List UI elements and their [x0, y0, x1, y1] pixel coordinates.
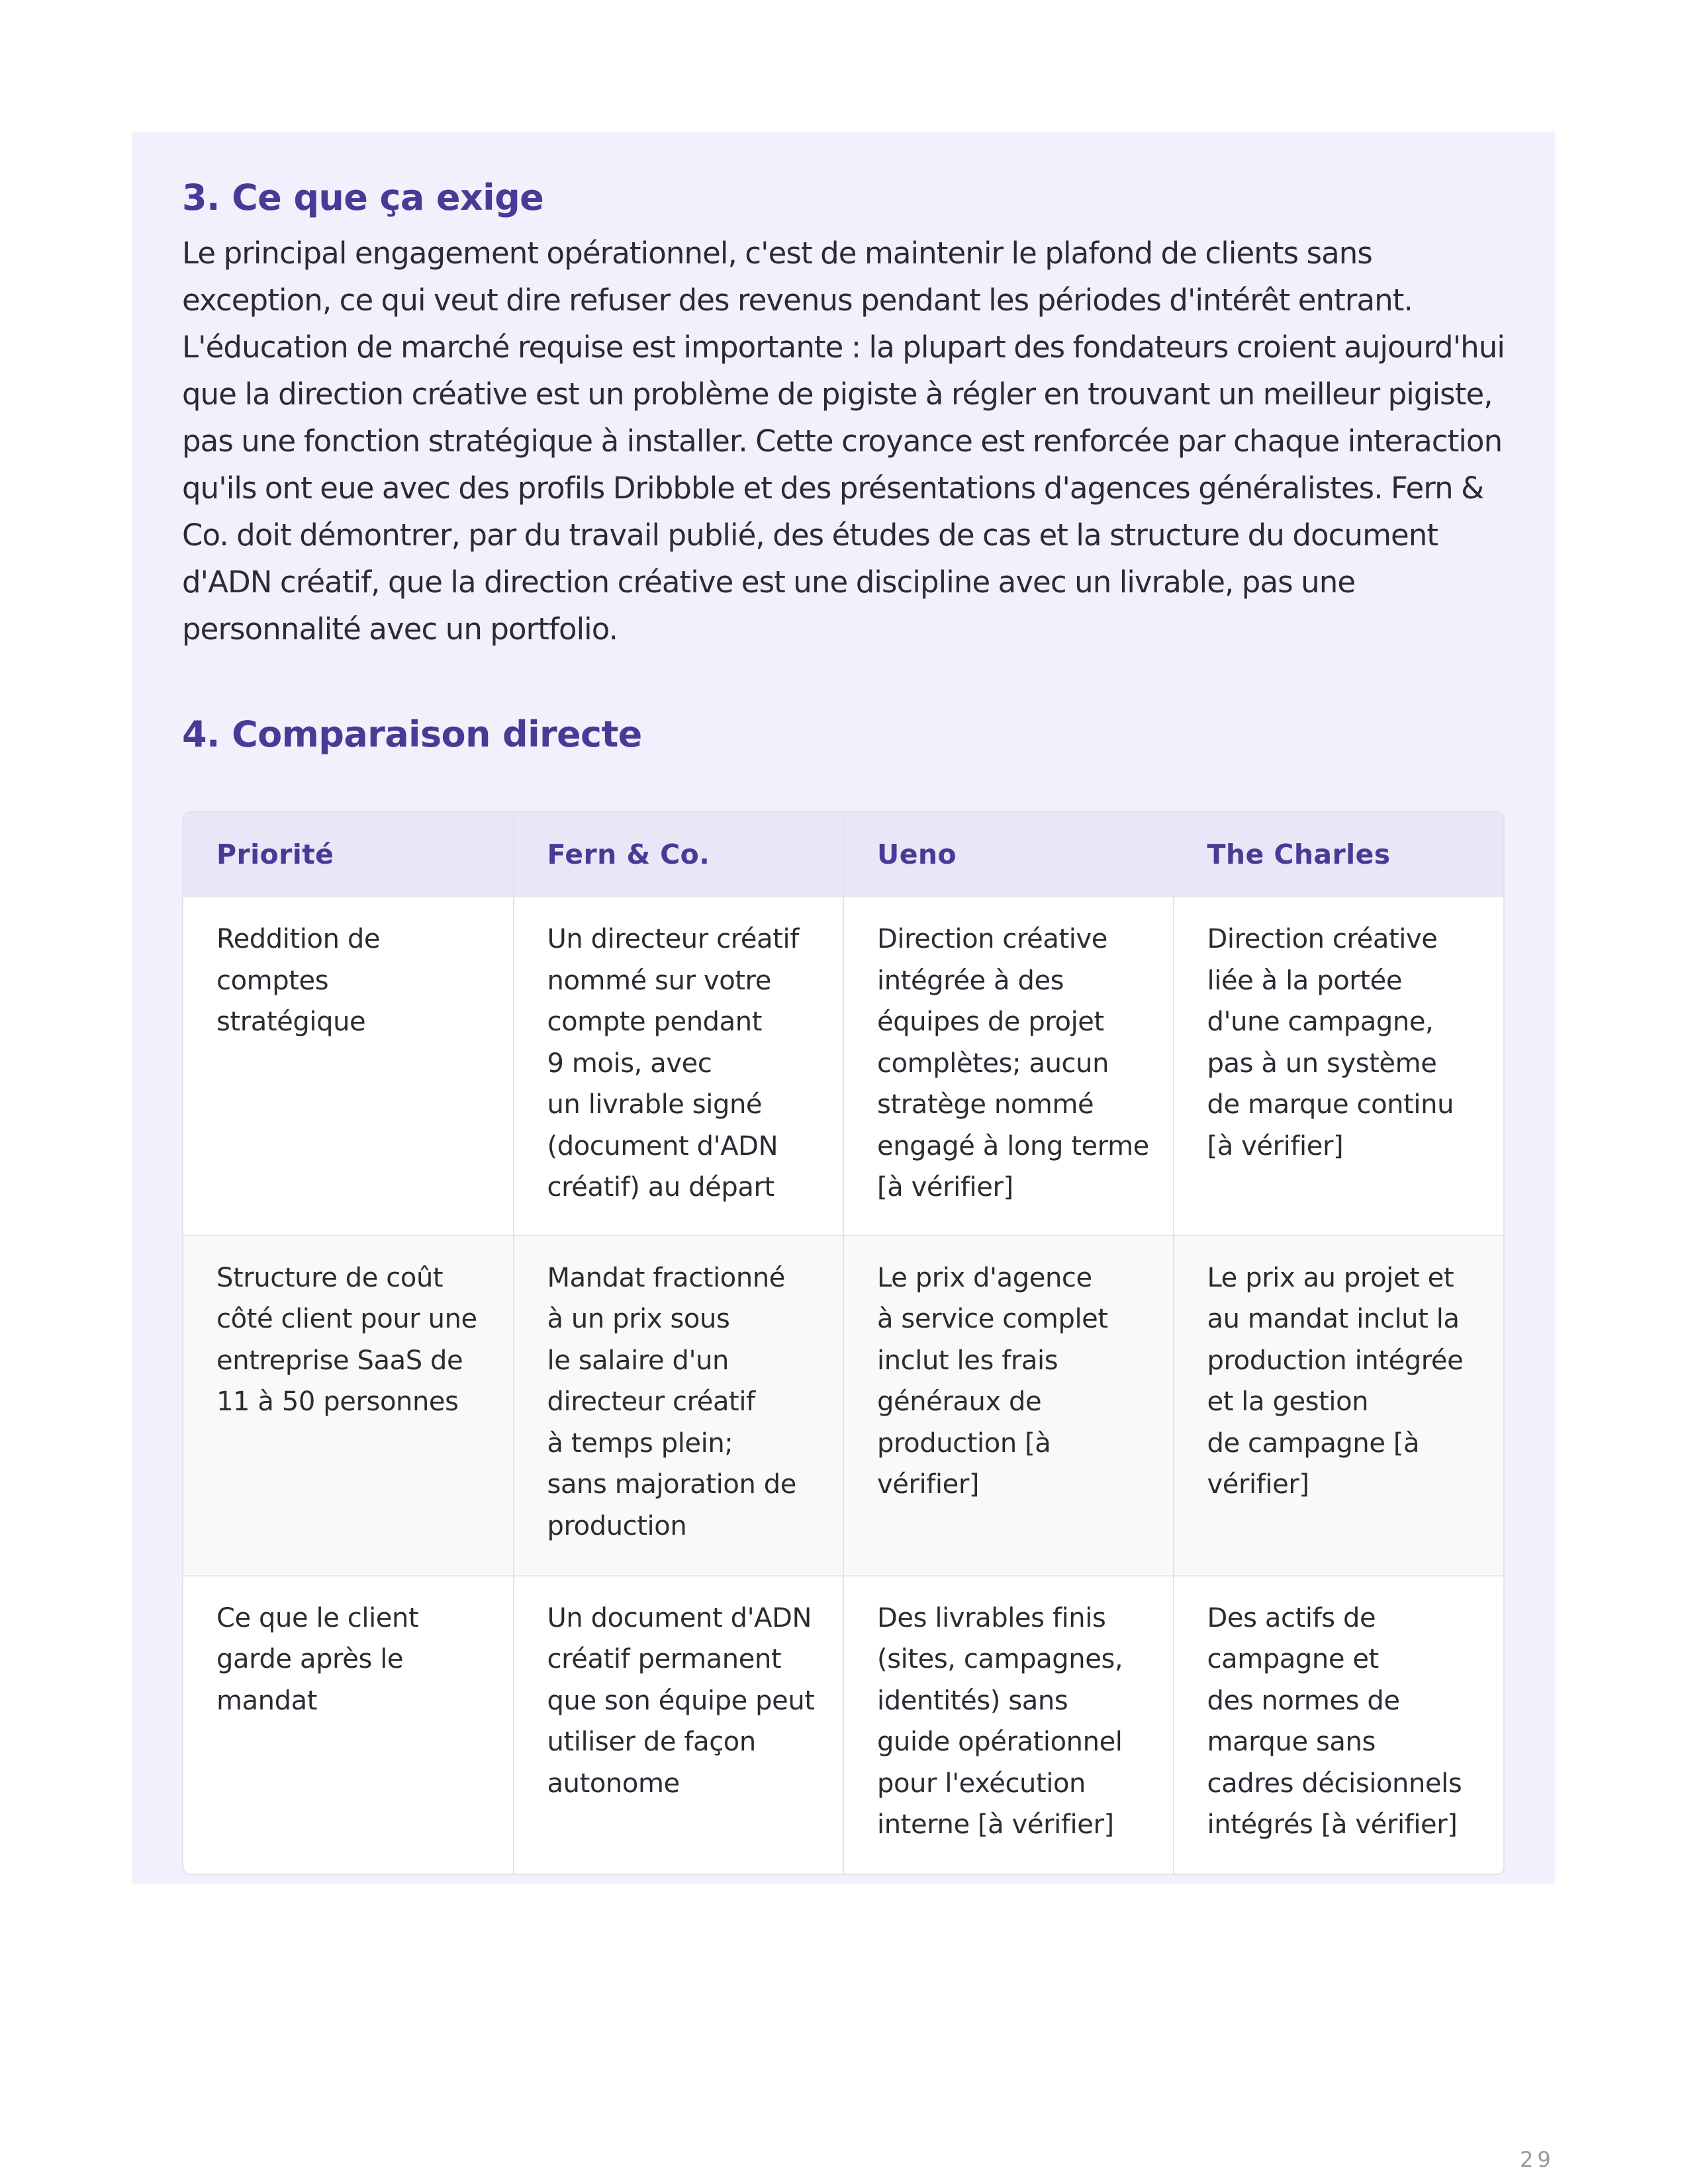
table-header-row	[183, 813, 1503, 897]
column-header-priorite: Priorité	[183, 813, 514, 897]
table-cell: Le prix d'agence à service complet inclut les frais généraux de production [à vérifier]	[843, 1236, 1174, 1576]
table-cell: Ce que le client garde après le mandat	[183, 1576, 514, 1874]
table-row	[183, 1236, 1503, 1576]
content-panel	[132, 132, 1555, 1884]
table-row	[183, 1576, 1503, 1874]
section-4-heading: 4. Comparaison directe	[182, 713, 642, 755]
table-cell: Des livrables finis (sites, campagnes, identités) sans guide opérationnel pour l'exécution interne [à vérifier]	[843, 1576, 1174, 1874]
table-cell: Un directeur créatif nommé sur votre compte pendant 9 mois, avec un livrable signé (document d'ADN créatif) au départ	[514, 897, 844, 1236]
table-cell: Direction créative liée à la portée d'une campagne, pas à un système de marque continu [à vérifier]	[1174, 897, 1504, 1236]
table-row	[183, 897, 1503, 1236]
column-header-the-charles: The Charles	[1174, 813, 1504, 897]
column-header-fern-co: Fern & Co.	[514, 813, 844, 897]
table-cell: Des actifs de campagne et des normes de marque sans cadres décisionnels intégrés [à vérifier]	[1174, 1576, 1504, 1874]
table-cell: Direction créative intégrée à des équipes de projet complètes; aucun stratège nommé engagé à long terme [à vérifier]	[843, 897, 1174, 1236]
table-cell: Reddition de comptes stratégique	[183, 897, 514, 1236]
table-cell: Structure de coût côté client pour une entreprise SaaS de 11 à 50 personnes	[183, 1236, 514, 1576]
comparison-table	[182, 811, 1505, 1875]
table-cell: Mandat fractionné à un prix sous le salaire d'un directeur créatif à temps plein; sans majoration de production	[514, 1236, 844, 1576]
table-cell: Le prix au projet et au mandat inclut la production intégrée et la gestion de campagne [à vérifier]	[1174, 1236, 1504, 1576]
column-header-ueno: Ueno	[843, 813, 1174, 897]
section-3-heading: 3. Ce que ça exige	[182, 177, 544, 218]
table-cell: Un document d'ADN créatif permanent que son équipe peut utiliser de façon autonome	[514, 1576, 844, 1874]
page-number: 29	[1520, 2147, 1555, 2172]
section-3-paragraph: Le principal engagement opérationnel, c'est de maintenir le plafond de clients sans exception, ce qui veut dire refuser des revenus pendant les périodes d'intérêt entrant. L'éducation de marché requise est importante : la plupart des fondateurs croient aujourd'hui que la direction créative est un problème de pigiste à régler en trouvant un meilleur pigiste, pas une fonction stratégique à installer. Cette croyance est renforcée par chaque interaction qu'ils ont eue avec des profils Dribbble et des présentations d'agences généralistes. Fern & Co. doit démontrer, par du travail publié, des études de cas et la structure du document d'ADN créatif, que la direction créative est une discipline avec un livrable, pas une personnalité avec un portfolio.	[182, 236, 1505, 647]
